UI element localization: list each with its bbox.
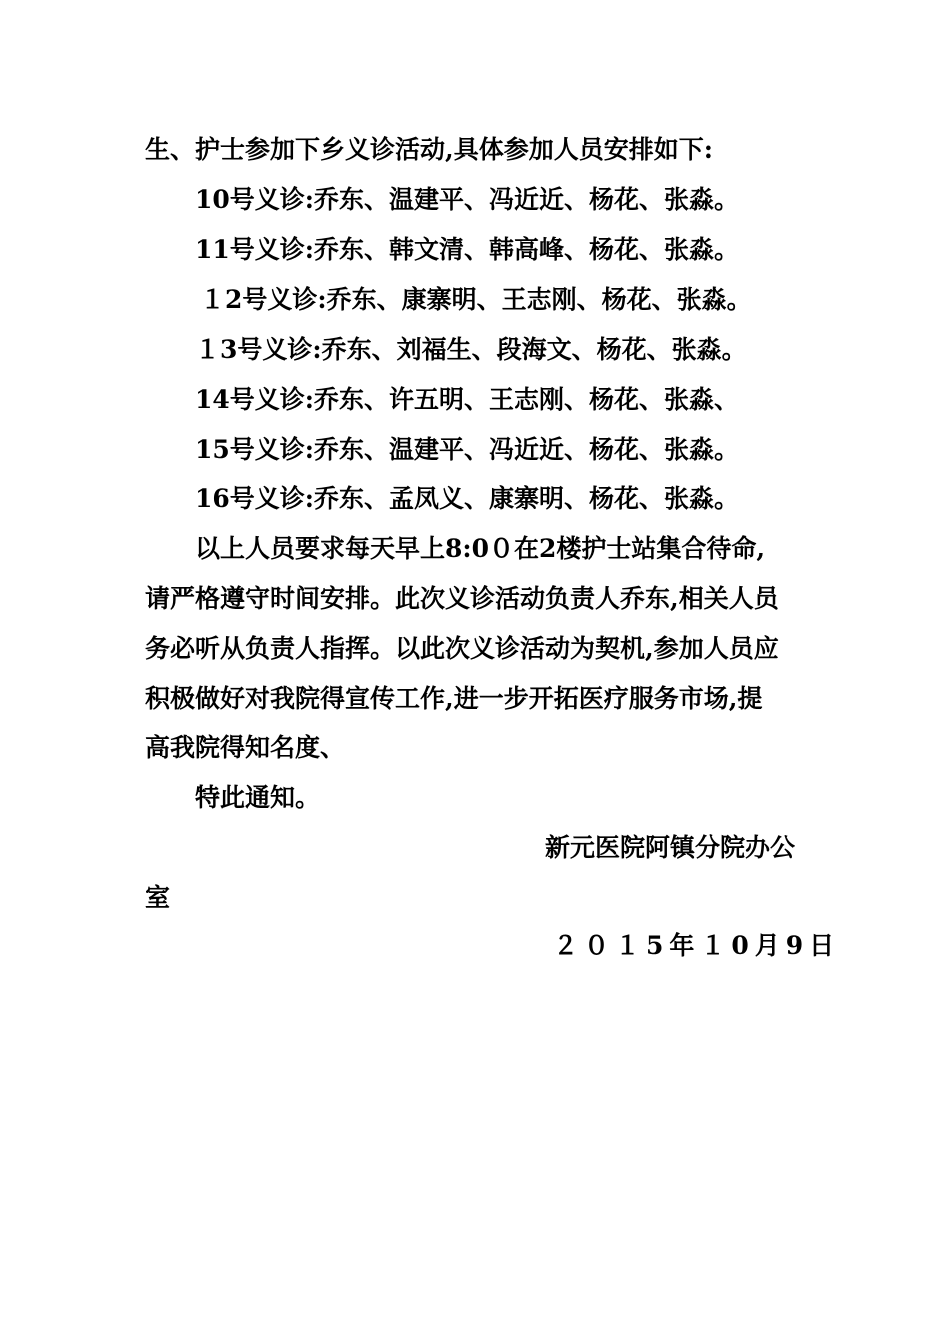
- schedule-line-10: 10号义诊:乔东、温建平、冯近近、杨花、张淼。: [195, 185, 740, 214]
- schedule-line-12: １2号义诊:乔东、康寨明、王志刚、杨花、张淼。: [200, 285, 752, 314]
- schedule-line-13: １3号义诊:乔东、刘福生、段海文、杨花、张淼。: [195, 335, 747, 364]
- requirement-line-1: 以上人员要求每天早上8:0０在2楼护士站集合待命,: [195, 534, 766, 563]
- signature-date: ２０１5年１0月9日: [553, 931, 841, 960]
- requirement-line-2: 请严格遵守时间安排。此次义诊活动负责人乔东,相关人员: [145, 584, 779, 613]
- schedule-line-16: 16号义诊:乔东、孟凤义、康寨明、杨花、张淼。: [195, 484, 740, 513]
- schedule-line-15: 15号义诊:乔东、温建平、冯近近、杨花、张淼。: [195, 435, 740, 464]
- schedule-line-11: 11号义诊:乔东、韩文清、韩高峰、杨花、张淼。: [195, 235, 740, 264]
- signature-org-line1: 新元医院阿镇分院办公: [545, 833, 796, 862]
- closing-line: 特此通知。: [195, 783, 321, 812]
- signature-org-line2: 室: [145, 883, 171, 912]
- opening-line: 生、护士参加下乡义诊活动,具体参加人员安排如下:: [145, 135, 713, 164]
- requirement-line-5: 高我院得知名度、: [145, 733, 346, 762]
- requirement-line-4: 积极做好对我院得宣传工作,进一步开拓医疗服务市场,提: [145, 684, 763, 713]
- requirement-line-3: 务必听从负责人指挥。以此次义诊活动为契机,参加人员应: [145, 634, 779, 663]
- schedule-line-14: 14号义诊:乔东、许五明、王志刚、杨花、张淼、: [195, 385, 740, 414]
